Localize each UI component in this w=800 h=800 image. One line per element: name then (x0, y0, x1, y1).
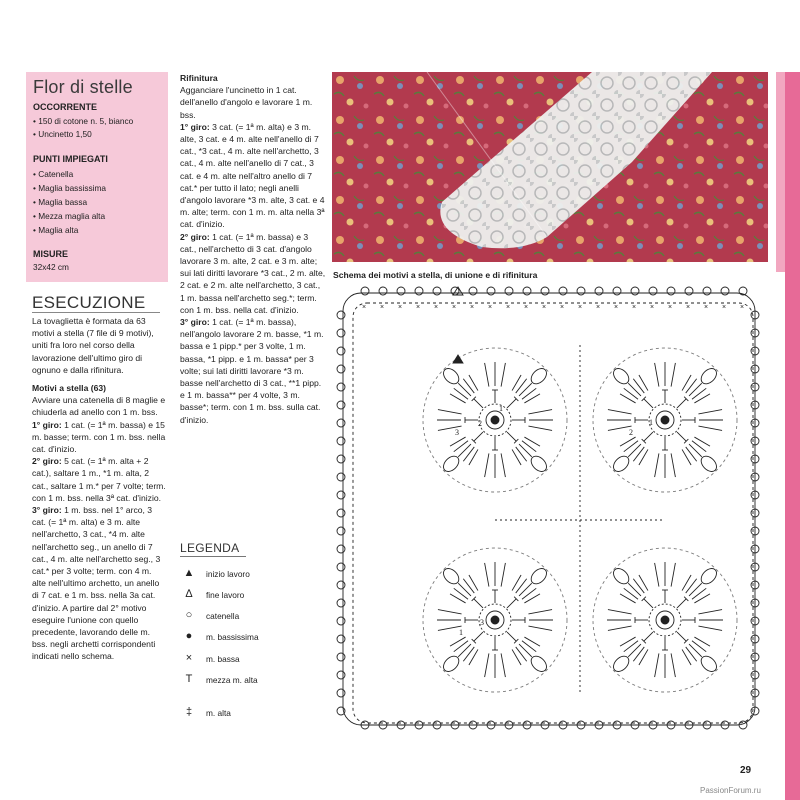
svg-text:×: × (470, 304, 475, 311)
giro-label: 3° giro: (180, 317, 210, 328)
star-motif (593, 348, 737, 492)
legend-label: fine lavoro (206, 590, 245, 600)
round-number-label: 1 (459, 628, 463, 637)
punti-heading: PUNTI IMPIEGATI (33, 154, 108, 164)
legend-label: catenella (206, 611, 240, 621)
legend-label: inizio lavoro (206, 569, 250, 579)
giro-text: 5 cat. (= 1ª m. alta + 2 cat.), saltare 1 m., *1 m. alta, 2 cat., saltare 1 m.* per 7 volte; term. con 1 m. bss. nella 3ª cat. d'inizio. (32, 456, 166, 503)
list-item: • Maglia alta (33, 225, 79, 235)
doily-photo (332, 72, 768, 262)
svg-text:×: × (362, 304, 367, 311)
round-number-label: 3 (455, 428, 459, 437)
giro-paragraph (180, 121, 326, 231)
watermark: PassionForum.ru (700, 786, 761, 795)
giro-paragraph (32, 419, 167, 456)
legend-label: m. bassa (206, 654, 240, 664)
svg-text:×: × (614, 304, 619, 311)
svg-text:×: × (434, 304, 439, 311)
divider (180, 556, 246, 557)
svg-text:×: × (398, 304, 403, 311)
list-item: • Uncinetto 1,50 (33, 129, 92, 139)
giro-label: 3° giro: (32, 505, 62, 516)
round-number-label: 2 (478, 419, 482, 428)
cross-icon: × (185, 652, 193, 664)
pattern-title: Flor di stelle (33, 77, 133, 97)
legend-label: mezza m. alta (206, 675, 258, 685)
filled-triangle-icon: ▲ (183, 567, 195, 579)
giro-label: 2° giro: (180, 231, 210, 242)
misure-value: 32x42 cm (33, 262, 69, 272)
outline-triangle-icon: ∆ (185, 588, 193, 600)
esecuzione-heading: ESECUZIONE (32, 293, 146, 312)
rifinitura-text (180, 72, 326, 426)
round-numbers (455, 404, 653, 637)
svg-text:×: × (578, 304, 583, 311)
occorrente-heading: OCCORRENTE (33, 102, 98, 112)
star-motif (423, 348, 567, 492)
crochet-diagram (335, 285, 760, 730)
legend-label: m. bassissima (206, 632, 259, 642)
page-edge-bar-light (776, 72, 785, 272)
svg-text:×: × (596, 304, 601, 311)
border-rounds (337, 287, 759, 729)
giro-paragraph (32, 455, 167, 504)
svg-text:×: × (722, 304, 727, 311)
svg-text:×: × (668, 304, 673, 311)
round-number-label: 1 (649, 418, 653, 427)
star-motif (423, 548, 567, 692)
svg-text:×: × (416, 304, 421, 311)
motivi-heading: Motivi a stella (63) (32, 383, 107, 394)
half-double-crochet-icon: T (185, 673, 193, 685)
legend-label: m. alta (206, 708, 231, 718)
star-motif (593, 548, 737, 692)
svg-text:×: × (542, 304, 547, 311)
rifinitura-heading: Rifinitura (180, 73, 218, 83)
list-item: • Maglia bassa (33, 197, 88, 207)
giro-paragraph (32, 504, 167, 663)
svg-text:×: × (524, 304, 529, 311)
svg-text:×: × (452, 304, 457, 311)
giro-paragraph (180, 316, 326, 426)
list-item: • Catenella (33, 169, 74, 179)
svg-text:×: × (560, 304, 565, 311)
giro-label: 1° giro: (32, 419, 62, 430)
esecuzione-intro: La tovaglietta è formata da 63 motivi a stella (7 file di 9 motivi), uniti fra loro nel corso della lavorazione dell'ultimo giro di ognuno e dalla rifinitura. (32, 316, 154, 375)
svg-text:×: × (488, 304, 493, 311)
round-number-label: 1 (499, 404, 503, 413)
giro-text: 1 cat. (= 1ª m. bassa) e 15 m. basse; term. con 1 m. bss. nella cat. d'inizio. (32, 419, 166, 455)
divider (32, 312, 160, 313)
esecuzione-text (32, 315, 167, 663)
legenda-heading: LEGENDA (180, 541, 240, 555)
svg-text:×: × (686, 304, 691, 311)
giro-text: 1 cat. (= 1ª m. bassa) e 3 cat., nell'archetto di 3 cat. d'angolo lavorare 3 m. alte, 2 cat. e 3 m. alte; sui lati diritti lavorare *3 cat., 2 m. alte, 2 cat. e 2 m. alte nell'archetto, 3 cat., 1 m. bassa nell'archetto seg.*; term. con 1 m. bss. nella cat. d'inizio. (180, 231, 326, 315)
giro-label: 1° giro: (180, 121, 210, 132)
slip-stitch-dot-icon: ● (185, 630, 193, 642)
misure-heading: MISURE (33, 249, 69, 259)
page-edge-bar (785, 72, 800, 800)
giro-text: 1 m. bss. nel 1° arco, 3 cat. (= 1ª m. alta) e 3 m. alte nell'archetto, 3 cat., *4 m. alte nell'archetto seg., un anello di 7 cat., 4 m. alte nell'archetto seg., 3 cat.* per 3 volte; term. con 4 m. alte nell'ultimo archetto, un anello di 7 cat. e 1 m. bss. nella 3a cat. d'inizio. A partire dal 2° motivo eseguire l'unione con quello precedente, lavorando delle m. bss. negli archetti corrispondenti indicati nello schema. (32, 505, 161, 662)
double-crochet-icon: ‡ (185, 706, 193, 718)
list-item: • 150 di cotone n. 5, bianco (33, 116, 134, 126)
round-number-label: 3 (480, 618, 484, 627)
list-item: • Maglia bassissima (33, 183, 106, 193)
svg-text:×: × (506, 304, 511, 311)
chain-oval-icon: ○ (185, 609, 193, 621)
schema-title: Schema dei motivi a stella, di unione e di rifinitura (333, 270, 538, 280)
svg-text:×: × (632, 304, 637, 311)
svg-text:×: × (380, 304, 385, 311)
svg-text:×: × (650, 304, 655, 311)
giro-paragraph (180, 231, 326, 316)
page-number: 29 (740, 765, 752, 776)
svg-text:×: × (704, 304, 709, 311)
giro-text: 3 cat. (= 1ª m. alta) e 3 m. alte, 3 cat. e 4 m. alte nell'anello di 7 cat., *3 cat., 4 m. alte nell'archetto, 3 cat., 4 m. alte nell'anello di 7 cat., 3 cat. e 4 m. alte nell'altro anello di 7 cat.* per tutto il lato; negli anelli d'angolo lavorare *3 m. alte, 3 cat. e 4 m. alte; term. con 1 m. m. alta nella 3ª cat. d'inizio. (180, 121, 325, 230)
list-item: • Mezza maglia alta (33, 211, 106, 221)
svg-text:×: × (740, 304, 745, 311)
round-number-label: 2 (629, 428, 633, 437)
giro-label: 2° giro: (32, 456, 62, 467)
rifinitura-intro: Agganciare l'uncinetto in 1 cat. dell'anello d'angolo e lavorare 1 m. bss. (180, 85, 313, 120)
info-box (26, 72, 168, 282)
motivi-text: Avviare una catenella di 8 maglie e chiuderla ad anello con 1 m. bss. (32, 395, 166, 418)
giro-text: 1 cat. (= 1ª m. bassa), nell'angolo lavorare 2 m. basse, *1 m. bassa e 1 pipp.* per 3 volte, 1 m. bassa, *1 pipp. e 1 m. bassa* per 3 volte; sui lati diritti lavorare *3 m. basse nell'archetto di 3 cat., **1 pipp. e 1 m. bassa** per 4 volte, 3 m. basse*; term. con 1 m. bss. sulla cat. d'inizio. (180, 317, 324, 425)
doily-photo-image (332, 72, 768, 262)
